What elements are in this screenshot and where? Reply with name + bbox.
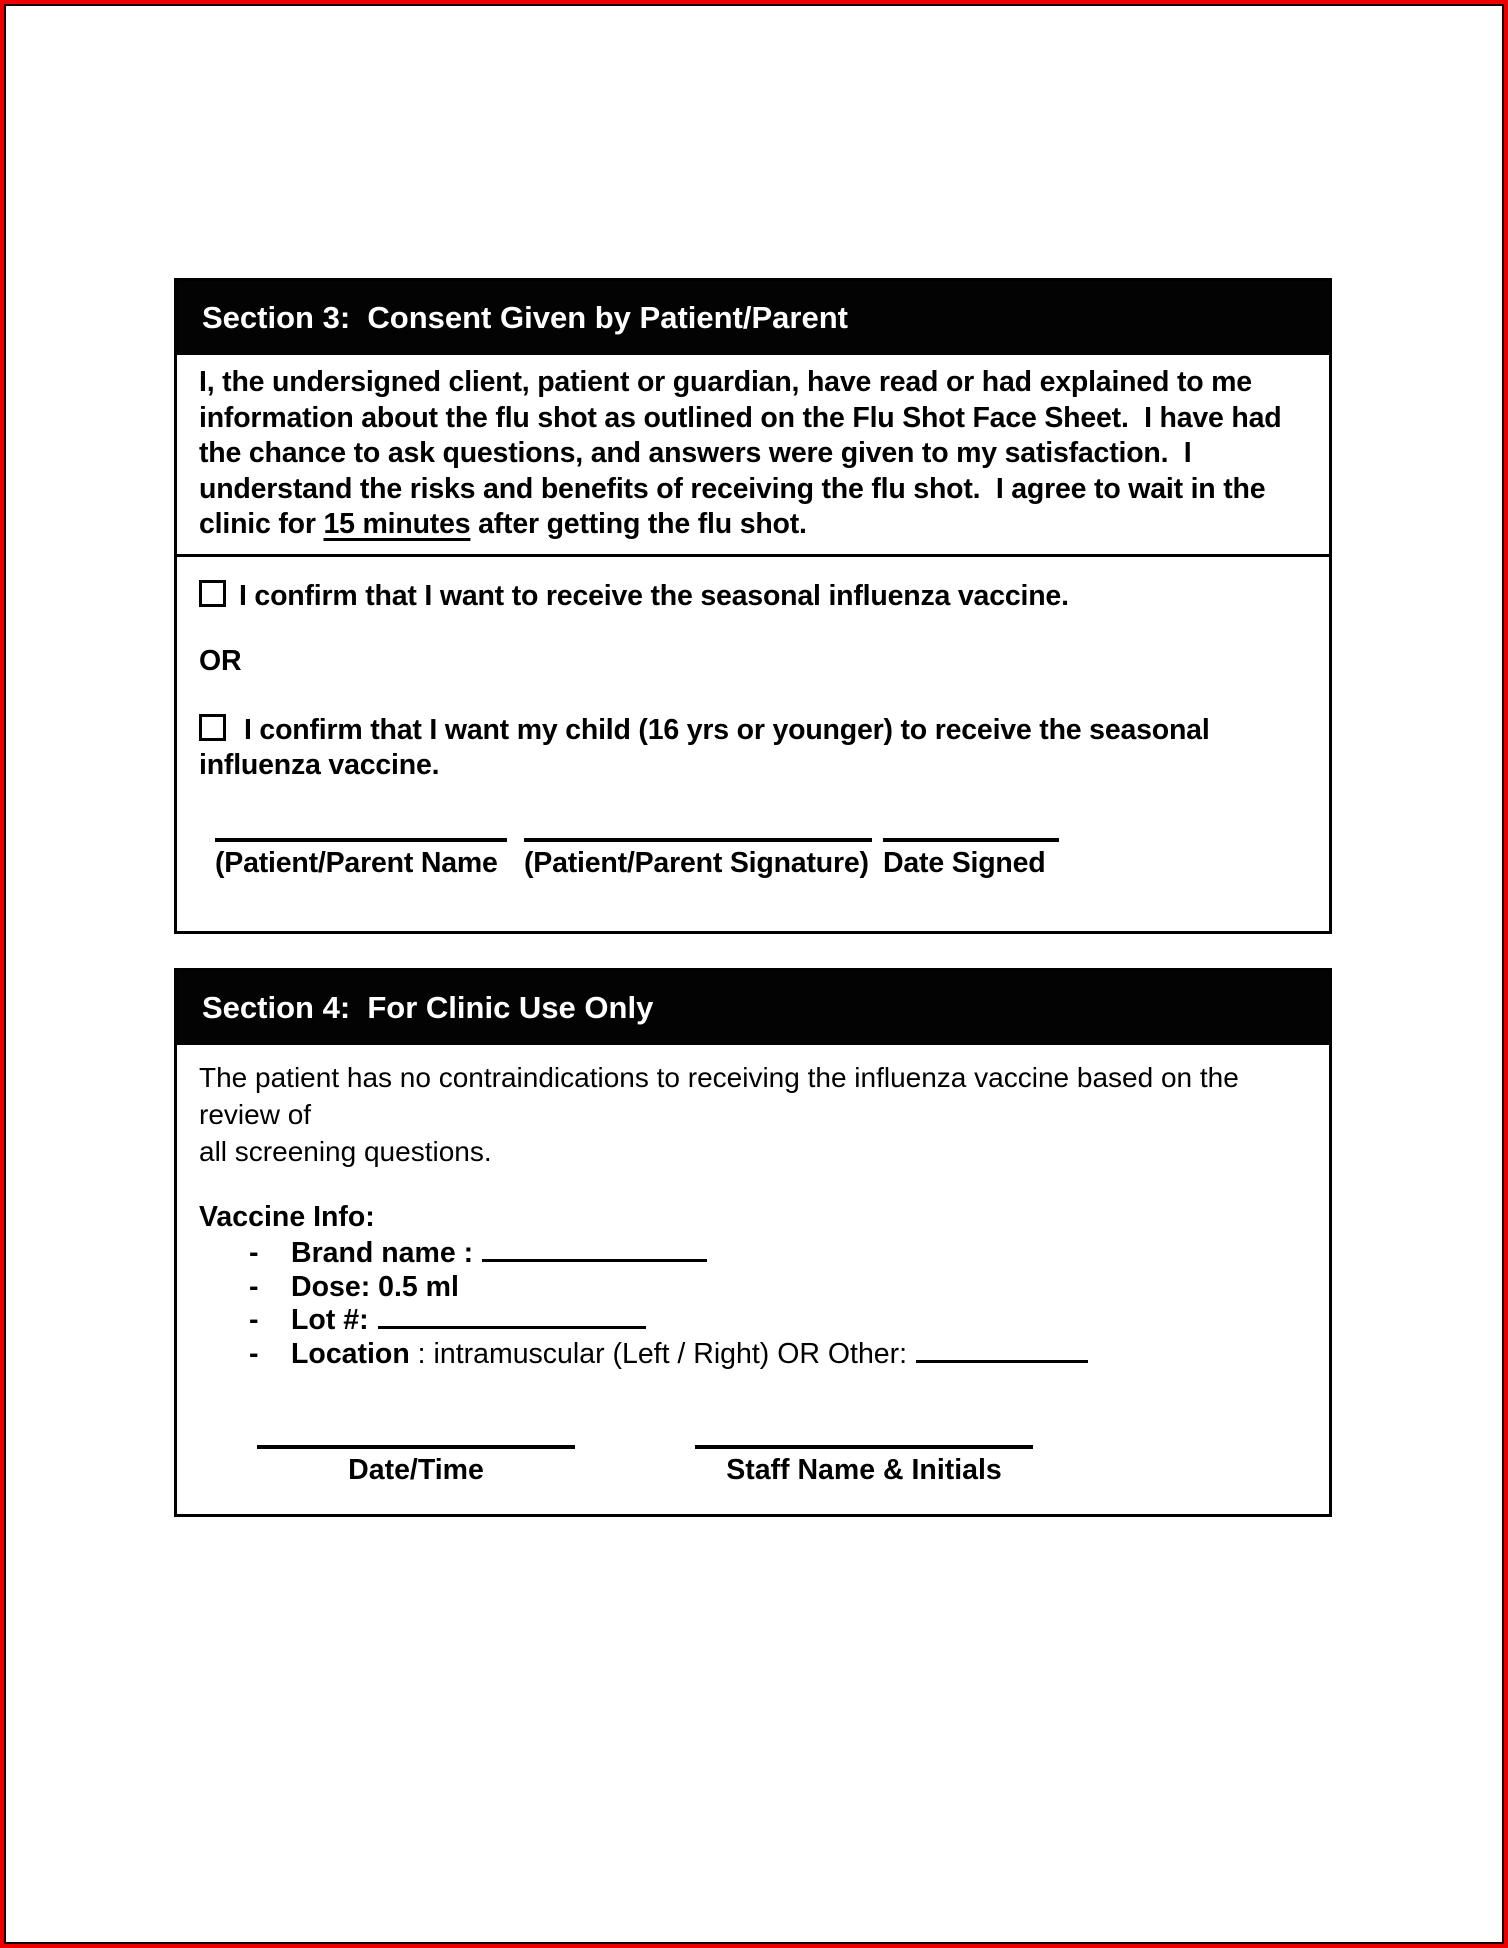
vaccine-info-list xyxy=(199,1237,1307,1371)
date-time-label: Date/Time xyxy=(348,1454,484,1486)
section4-header: Section 4: For Clinic Use Only xyxy=(177,971,1329,1045)
staff-name-initials-label: Staff Name & Initials xyxy=(726,1454,1002,1486)
vaccine-location-item xyxy=(199,1338,1307,1372)
vaccine-dose-item xyxy=(199,1271,1307,1305)
bullet-dash: - xyxy=(249,1270,259,1303)
vaccine-lot-item xyxy=(199,1304,1307,1338)
section3-header: Section 3: Consent Given by Patient/Parent xyxy=(177,281,1329,355)
clinic-intro xyxy=(199,1059,1307,1170)
patient-signature-label: (Patient/Parent Signature) xyxy=(524,846,869,879)
location-detail-text: : intramuscular (Left / Right) OR Other: xyxy=(409,1337,908,1370)
date-signed-label: Date Signed xyxy=(883,846,1046,879)
date-time-field[interactable] xyxy=(257,1445,575,1487)
clinic-intro-line2: all screening questions. xyxy=(199,1136,492,1167)
clinic-intro-line1: The patient has no contraindications to receiving the influenza vaccine based on the review of xyxy=(199,1062,1247,1130)
consent-self-row xyxy=(199,579,1307,615)
location-label: Location xyxy=(291,1337,410,1370)
consent-paragraph-text: I, the undersigned client, patient or guardian, have read or had explained to me information about the flu shot as outlined on the Flu Shot Face Sheet. I have had the chance to ask questions, and answers were given to my satisfaction. I understand the risks and benefits of receiving the flu shot. I agree to wait in the clinic for xyxy=(199,366,1290,540)
location-other-blank[interactable] xyxy=(916,1360,1088,1363)
consent-choices-area xyxy=(177,554,1329,932)
checkbox-self-consent[interactable] xyxy=(199,580,226,607)
bullet-dash: - xyxy=(249,1304,259,1336)
bullet-dash: - xyxy=(249,1337,259,1370)
clinic-signoff-row xyxy=(257,1445,1307,1487)
consent-paragraph xyxy=(177,355,1329,554)
lot-number-blank[interactable] xyxy=(378,1326,646,1329)
page-inner-border xyxy=(4,4,1504,1944)
date-signed-field[interactable] xyxy=(883,838,1059,882)
or-label: OR xyxy=(199,645,242,677)
vaccine-brand-item xyxy=(199,1237,1307,1271)
patient-name-field[interactable] xyxy=(215,838,507,882)
consent-paragraph-text-end: after getting the flu shot. xyxy=(470,508,807,540)
clinic-use-area xyxy=(177,1045,1329,1514)
signature-row xyxy=(215,838,1307,882)
checkbox-child-consent-label: I confirm that I want my child (16 yrs or younger) to receive the seasonal influenza vaccine. xyxy=(199,713,1218,781)
consent-form xyxy=(174,278,1332,1517)
brand-name-label: Brand name : xyxy=(291,1237,474,1269)
lot-number-label: Lot #: xyxy=(291,1304,369,1336)
patient-signature-field[interactable] xyxy=(524,838,872,882)
checkbox-child-consent[interactable] xyxy=(199,714,226,741)
dose-label: Dose: 0.5 ml xyxy=(291,1270,459,1303)
fifteen-minutes-underlined-text: 15 minutes xyxy=(323,508,471,540)
brand-name-blank[interactable] xyxy=(482,1259,707,1262)
patient-name-label: (Patient/Parent Name xyxy=(215,846,498,879)
section3-box xyxy=(174,278,1332,934)
vaccine-info-label: Vaccine Info: xyxy=(199,1201,375,1233)
consent-child-row xyxy=(199,713,1307,784)
checkbox-self-consent-label: I confirm that I want to receive the seasonal influenza vaccine. xyxy=(239,579,1069,612)
section4-box xyxy=(174,968,1332,1517)
staff-name-initials-field[interactable] xyxy=(695,1445,1033,1487)
bullet-dash: - xyxy=(249,1237,259,1269)
